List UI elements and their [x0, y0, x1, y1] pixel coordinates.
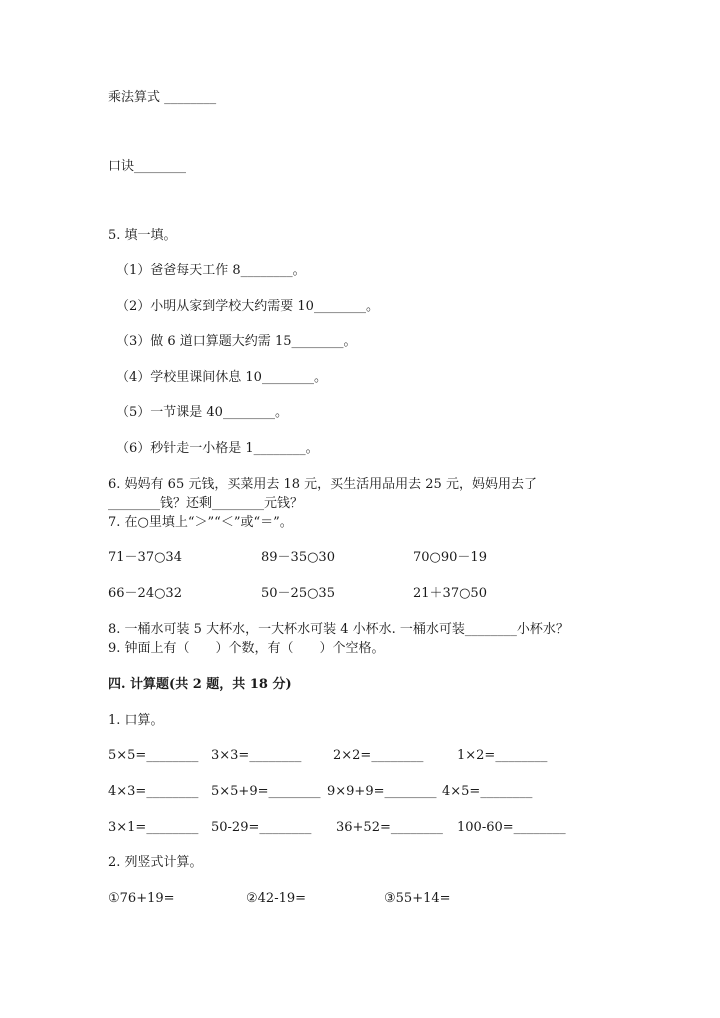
calc-cell: 3×3=________ [211, 748, 302, 763]
q7-cell: 50－25○35 [261, 586, 335, 601]
q5-item-6: （6）秒针走一小格是 1________。 [116, 441, 319, 456]
q6-line-1: 6. 妈妈有 65 元钱，买菜用去 18 元，买生活用品用去 25 元，妈妈用去了 [108, 477, 537, 492]
q7-cell: 66－24○32 [108, 586, 182, 601]
q5-item-5: （5）一节课是 40________。 [116, 405, 288, 420]
q8: 8. 一桶水可装 5 大杯水，一大杯水可装 4 小杯水. 一桶水可装________小杯水？ [108, 622, 569, 637]
q5-item-3: （3）做 6 道口算题大约需 15________。 [116, 334, 357, 349]
vertical-item: ②42-19= [246, 891, 307, 906]
calc-q1-title: 1. 口算。 [108, 713, 164, 728]
q7-cell: 71－37○34 [108, 550, 182, 565]
calc-cell: 1×2=________ [457, 748, 548, 763]
q5-item-1: （1）爸爸每天工作 8________。 [116, 263, 306, 278]
q7-title: 7. 在○里填上“＞”“＜”或“＝”。 [108, 515, 293, 530]
calc-cell: 3×1=________ [108, 820, 199, 835]
vertical-item: ①76+19= [108, 891, 175, 906]
q6-line-2: ________钱？还剩________元钱？ [108, 496, 304, 511]
calc-cell: 5×5+9=________ [211, 784, 321, 799]
calc-cell: 4×5=________ [442, 784, 533, 799]
q7-cell: 70○90－19 [413, 550, 487, 565]
q9: 9. 钟面上有（ ）个数，有（ ）个空格。 [108, 641, 385, 656]
calc-cell: 4×3=________ [108, 784, 199, 799]
calc-cell: 100-60=________ [457, 820, 566, 835]
multiply-formula: 乘法算式 ________ [108, 90, 217, 105]
q5-item-2: （2）小明从家到学校大约需要 10________。 [116, 299, 379, 314]
q5-title: 5. 填一填。 [108, 228, 177, 243]
section-4-heading: 四. 计算题(共 2 题，共 18 分) [108, 677, 292, 692]
q7-cell: 89－35○30 [261, 550, 335, 565]
calc-q2-title: 2. 列竖式计算。 [108, 855, 203, 870]
calc-cell: 5×5=________ [108, 748, 199, 763]
vertical-item: ③55+14= [384, 891, 451, 906]
calc-cell: 9×9+9=________ [327, 784, 437, 799]
calc-cell: 50-29=________ [211, 820, 312, 835]
calc-cell: 36+52=________ [336, 820, 443, 835]
recite-formula: 口诀________ [108, 159, 187, 174]
calc-cell: 2×2=________ [333, 748, 424, 763]
q7-cell: 21＋37○50 [413, 586, 487, 601]
q5-item-4: （4）学校里课间休息 10________。 [116, 370, 327, 385]
